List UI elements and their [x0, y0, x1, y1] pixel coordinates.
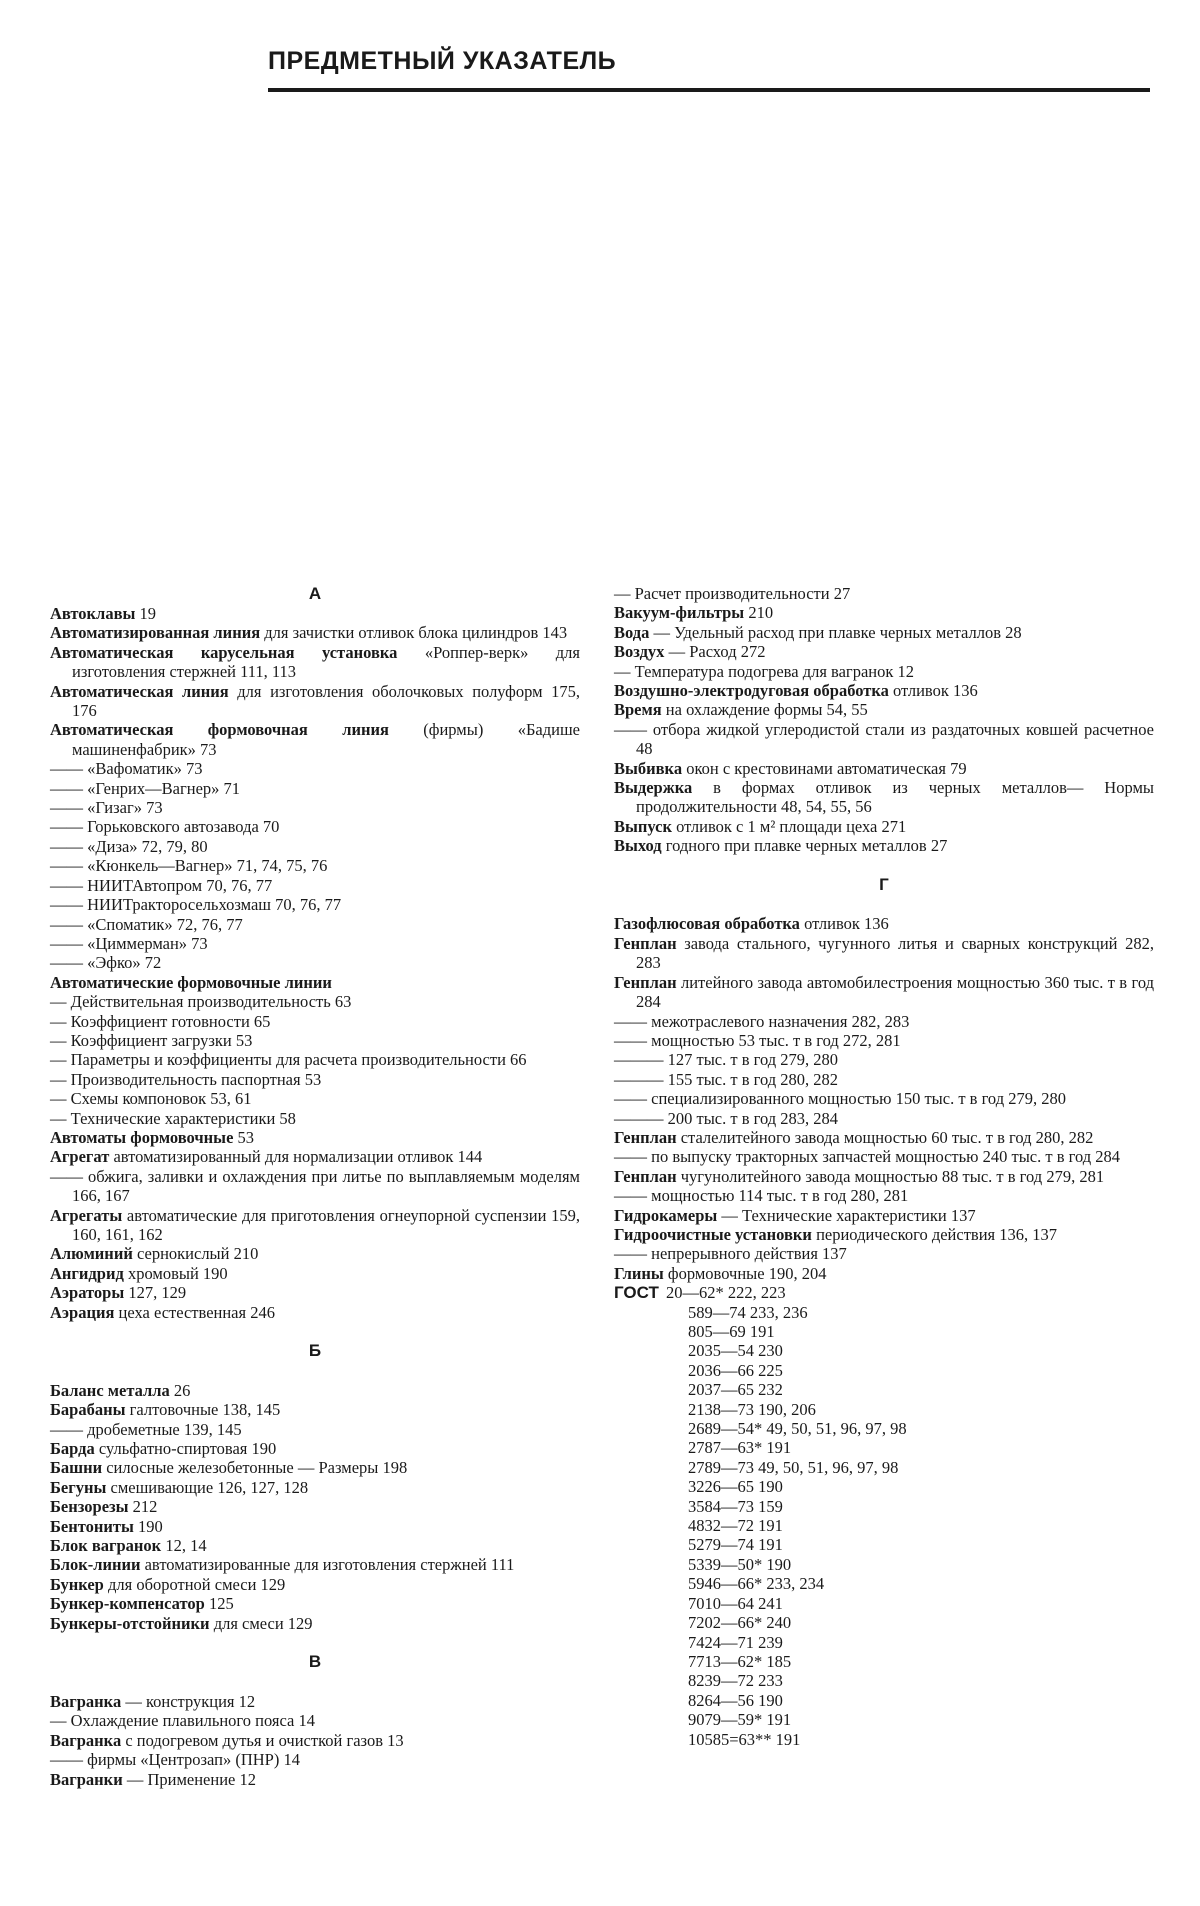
gost-number: 8264—56 190	[688, 1690, 783, 1710]
entry-heading: Бентониты	[50, 1516, 134, 1536]
section-spacer	[50, 1672, 580, 1691]
index-entry	[50, 973, 580, 992]
index-subentry: ——— 200 тыс. т в год 283, 284	[614, 1108, 839, 1128]
entry-text: в формах отливок из черных металлов— Нормы продолжительности 48, 54, 55, 56	[636, 778, 1154, 817]
entry-heading: Автоматическая формовочная линия	[50, 720, 389, 740]
gost-number: 3584—73 159	[688, 1496, 783, 1516]
index-subentry: — Действительная производительность 63	[50, 992, 352, 1012]
gost-number: 2035—54 230	[688, 1341, 783, 1361]
entry-heading: Бункер	[50, 1574, 104, 1594]
index-entry	[50, 1128, 580, 1147]
gost-number: 20—62* 222, 223	[666, 1283, 786, 1303]
entry-heading: Баланс металла	[50, 1380, 170, 1400]
entry-heading: Воздух	[614, 642, 665, 662]
entry-heading: Бункеры-отстойники	[50, 1613, 210, 1633]
entry-heading: Аэрация	[50, 1302, 115, 1322]
entry-text: отливок 136	[799, 914, 889, 934]
entry-heading: Воздушно-электродуговая обработка	[614, 681, 889, 701]
entry-heading: Генплан	[614, 972, 677, 992]
index-entry	[50, 1614, 580, 1633]
index-subentry: —— НИИТракторосельхозмаш 70, 76, 77	[50, 895, 342, 915]
entry-text: сульфатно-спиртовая 190	[94, 1439, 277, 1459]
index-entry	[50, 1303, 580, 1322]
index-subentry: —— дробеметные 139, 145	[50, 1419, 242, 1439]
index-subentry: — Коэффициент загрузки 53	[50, 1030, 253, 1050]
entry-heading: Автоматизированная линия	[50, 623, 261, 643]
index-entry	[50, 720, 580, 759]
gost-entry	[614, 1283, 1154, 1302]
entry-heading: Выбивка	[614, 758, 683, 778]
entry-text: для изготовления оболочковых полуформ 175, 176	[72, 681, 580, 721]
entry-text: 210	[744, 603, 774, 623]
entry-text: 26	[169, 1380, 191, 1400]
gost-number: 3226—65 190	[688, 1477, 783, 1497]
index-entry	[50, 1400, 580, 1419]
entry-heading: Блок-линии	[50, 1555, 141, 1575]
index-entry	[50, 1517, 580, 1536]
entry-heading: Башни	[50, 1458, 103, 1478]
entry-heading: Выпуск	[614, 816, 672, 836]
index-entry	[50, 1381, 580, 1400]
index-subentry: — Производительность паспортная 53	[50, 1069, 322, 1089]
index-entry	[614, 681, 1154, 700]
entry-text: — Применение 12	[122, 1769, 256, 1789]
entry-text: 125	[204, 1594, 234, 1614]
entry-heading: Время	[614, 700, 662, 720]
entry-text: галтовочные 138, 145	[125, 1400, 281, 1420]
index-subentry: —— Горьковского автозавода 70	[50, 817, 280, 837]
entry-text: — конструкция 12	[121, 1691, 256, 1711]
index-entry	[50, 1458, 580, 1477]
entry-text: окон с крестовинами автоматическая 79	[682, 758, 967, 778]
entry-heading: Агрегаты	[50, 1205, 123, 1225]
index-subentry: —— межотраслевого назначения 282, 283	[614, 1011, 910, 1031]
index-subentry: —— непрерывного действия 137	[614, 1244, 847, 1264]
index-entry	[614, 642, 1154, 661]
index-subentry: —— фирмы «Центрозап» (ПНР) 14	[50, 1750, 300, 1770]
entry-text: 212	[128, 1497, 158, 1517]
index-subentry: —— по выпуску тракторных запчастей мощностью 240 тыс. т в год 284	[614, 1147, 1121, 1167]
index-entry	[50, 1575, 580, 1594]
gost-number: 10585=63** 191	[688, 1729, 801, 1749]
entry-heading: Бункер-компенсатор	[50, 1594, 205, 1614]
index-subentry: —— отбора жидкой углеродистой стали из раздаточных ковшей расчетное 48	[614, 719, 1154, 759]
entry-heading: Генплан	[614, 1127, 677, 1147]
entry-text: 190	[133, 1516, 163, 1536]
entry-heading: Ангидрид	[50, 1263, 124, 1283]
entry-heading: Выход	[614, 836, 662, 856]
gost-number: 805—69 191	[688, 1322, 775, 1341]
section-spacer	[50, 1633, 580, 1652]
entry-text: — Удельный расход при плавке черных металлов 28	[649, 622, 1022, 642]
index-entry	[614, 1128, 1154, 1147]
index-entry	[614, 700, 1154, 719]
gost-number: 7424—71 239	[688, 1632, 783, 1652]
index-entry	[50, 1555, 580, 1574]
section-spacer	[614, 856, 1154, 875]
entry-text: 53	[233, 1127, 255, 1147]
index-subentry: — Технические характеристики 58	[50, 1108, 296, 1128]
entry-text: отливок с 1 м² площади цеха 271	[671, 816, 907, 836]
entry-text: отливок 136	[888, 681, 978, 701]
section-letter: В	[308, 1652, 322, 1672]
page-header	[268, 42, 1148, 80]
section-spacer	[50, 1361, 580, 1380]
gost-number: 9079—59* 191	[688, 1710, 792, 1730]
index-subentry: — Схемы компоновок 53, 61	[50, 1089, 252, 1109]
entry-heading: Барабаны	[50, 1400, 126, 1420]
index-entry	[50, 1147, 580, 1166]
entry-heading: Вакуум-фильтры	[614, 603, 745, 623]
entry-heading: Автоматические формовочные линии	[50, 972, 332, 992]
gost-number: 2037—65 232	[688, 1380, 783, 1400]
gost-label: ГОСТ	[614, 1283, 659, 1303]
entry-text: силосные железобетонные — Размеры 198	[102, 1458, 408, 1478]
index-entry	[50, 1264, 580, 1283]
entry-text: автоматизированные для изготовления стержней 111	[140, 1555, 515, 1575]
index-entry	[614, 1225, 1154, 1244]
index-entry	[614, 817, 1154, 836]
section-letter: Б	[308, 1341, 322, 1361]
entry-text: автоматические для приготовления огнеупорной суспензии 159, 160, 161, 162	[72, 1205, 580, 1244]
entry-text: хромовый 190	[123, 1263, 228, 1283]
entry-text: формовочные 190, 204	[663, 1263, 827, 1283]
index-entry	[50, 1244, 580, 1263]
index-subentry: —— «Генрих—Вагнер» 71	[50, 778, 241, 798]
entry-heading: Бензорезы	[50, 1497, 129, 1517]
entry-text: на охлаждение формы 54, 55	[661, 700, 868, 720]
entry-heading: Вагранка	[50, 1691, 122, 1711]
gost-number: 5946—66* 233, 234	[688, 1574, 825, 1594]
entry-text: для смеси 129	[209, 1613, 313, 1633]
index-entry	[614, 759, 1154, 778]
index-entry	[614, 973, 1154, 1012]
index-entry	[50, 1283, 580, 1302]
index-entry	[50, 1692, 580, 1711]
index-entry	[614, 623, 1154, 642]
gost-number: 2036—66 225	[688, 1360, 783, 1380]
entry-text: литейного завода автомобилестроения мощностью 360 тыс. т в год 284	[636, 972, 1154, 1012]
gost-number: 589—74 233, 236	[688, 1302, 808, 1322]
entry-heading: Генплан	[614, 933, 677, 953]
entry-heading: Автоматы формовочные	[50, 1127, 234, 1147]
entry-heading: Выдержка	[614, 778, 693, 798]
entry-heading: Аэраторы	[50, 1283, 125, 1303]
entry-heading: Автоматическая карусельная установка	[50, 642, 398, 662]
entry-text: сталелитейного завода мощностью 60 тыс. т в год 280, 282	[676, 1127, 1094, 1147]
index-subentry: — Расчет производительности 27	[614, 584, 851, 603]
index-entry	[50, 682, 580, 721]
entry-heading: Вагранка	[50, 1730, 122, 1750]
entry-text: периодического действия 136, 137	[811, 1224, 1057, 1244]
entry-text: годного при плавке черных металлов 27	[661, 836, 948, 856]
gost-number: 8239—72 233	[688, 1671, 783, 1691]
index-entry	[614, 603, 1154, 622]
index-subentry: ——— 155 тыс. т в год 280, 282	[614, 1069, 839, 1089]
index-subentry: — Параметры и коэффициенты для расчета производительности 66	[50, 1050, 527, 1070]
entry-heading: Автоклавы	[50, 604, 136, 623]
index-entry	[614, 934, 1154, 973]
gost-number: 7202—66* 240	[688, 1613, 792, 1633]
index-subentry: —— «Диза» 72, 79, 80	[50, 836, 208, 856]
index-subentry: —— «Кюнкель—Вагнер» 71, 74, 75, 76	[50, 856, 328, 876]
index-entry	[50, 1770, 580, 1789]
entry-heading: Гидрокамеры	[614, 1205, 718, 1225]
entry-heading: Блок вагранок	[50, 1536, 162, 1556]
gost-number: 2689—54* 49, 50, 51, 96, 97, 98	[688, 1419, 907, 1439]
entry-text: (фирмы) «Бадише машиненфабрик» 73	[72, 720, 580, 759]
entry-text: смешивающие 126, 127, 128	[106, 1477, 309, 1497]
index-entry	[614, 914, 1154, 933]
gost-number: 5339—50* 190	[688, 1554, 792, 1574]
header-rule	[268, 88, 1150, 92]
section-spacer	[50, 1322, 580, 1341]
index-entry	[50, 604, 580, 623]
gost-number: 5279—74 191	[688, 1535, 783, 1555]
entry-heading: Алюминий	[50, 1244, 133, 1264]
entry-text: 127, 129	[124, 1283, 187, 1303]
gost-number: 4832—72 191	[688, 1516, 783, 1536]
left-column	[50, 584, 580, 1789]
index-entry	[50, 1536, 580, 1555]
entry-text: цеха естественная 246	[114, 1302, 275, 1322]
index-entry	[50, 643, 580, 682]
entry-text: «Роппер-верк» для изготовления стержней 111, 113	[72, 642, 580, 682]
entry-text: для зачистки отливок блока цилиндров 143	[260, 623, 568, 643]
entry-heading: Агрегат	[50, 1147, 110, 1167]
entry-heading: Вагранки	[50, 1769, 123, 1789]
index-entry	[50, 1206, 580, 1245]
index-subentry: —— «Циммерман» 73	[50, 933, 208, 953]
index-subentry: —— обжига, заливки и охлаждения при литье по выплавляемым моделям 166, 167	[50, 1166, 580, 1206]
index-entry	[50, 1731, 580, 1750]
right-column	[614, 584, 1154, 1749]
index-entry	[50, 1497, 580, 1516]
entry-text: для оборотной смеси 129	[103, 1574, 286, 1594]
index-subentry: — Коэффициент готовности 65	[50, 1011, 271, 1031]
section-spacer	[614, 895, 1154, 914]
index-entry	[614, 1264, 1154, 1283]
entry-heading: Гидроочистные установки	[614, 1224, 812, 1244]
index-subentry: ——— 127 тыс. т в год 279, 280	[614, 1050, 839, 1070]
index-entry	[50, 1478, 580, 1497]
entry-text: чугунолитейного завода мощностью 88 тыс. т в год 279, 281	[676, 1166, 1105, 1186]
gost-number: 7010—64 241	[688, 1593, 783, 1613]
entry-heading: Барда	[50, 1439, 95, 1459]
gost-number: 2789—73 49, 50, 51, 96, 97, 98	[688, 1457, 899, 1477]
index-subentry: — Охлаждение плавильного пояса 14	[50, 1711, 315, 1731]
index-subentry: —— «Вафоматик» 73	[50, 759, 203, 779]
index-entry	[50, 623, 580, 642]
gost-number: 2138—73 190, 206	[688, 1399, 816, 1419]
index-entry	[50, 1439, 580, 1458]
index-entry	[614, 1206, 1154, 1225]
index-subentry: —— «Споматик» 72, 76, 77	[50, 914, 243, 934]
index-subentry: — Температура подогрева для вагранок 12	[614, 661, 914, 681]
entry-heading: Глины	[614, 1263, 664, 1283]
entry-text: — Расход 272	[664, 642, 766, 662]
entry-text: с подогревом дутья и очисткой газов 13	[121, 1730, 404, 1750]
index-entry	[614, 836, 1154, 855]
page-title: ПРЕДМЕТНЫЙ УКАЗАТЕЛЬ	[268, 47, 617, 75]
entry-text: 19	[135, 604, 156, 623]
gost-number: 2787—63* 191	[688, 1438, 792, 1458]
entry-text: 12, 14	[161, 1536, 207, 1556]
index-entry	[614, 1167, 1154, 1186]
entry-text: сернокислый 210	[132, 1244, 259, 1264]
index-subentry: —— мощностью 114 тыс. т в год 280, 281	[614, 1186, 909, 1206]
gost-number: 7713—62* 185	[688, 1651, 792, 1671]
entry-heading: Вода	[614, 622, 650, 642]
index-subentry: —— специализированного мощностью 150 тыс. т в год 279, 280	[614, 1089, 1066, 1109]
index-entry	[50, 1594, 580, 1613]
entry-text: автоматизированный для нормализации отливок 144	[109, 1147, 483, 1167]
section-letter: Г	[879, 875, 889, 895]
entry-heading: Автоматическая линия	[50, 681, 229, 701]
section-letter: А	[308, 584, 322, 603]
index-subentry: —— «Гизаг» 73	[50, 798, 163, 818]
entry-heading: Бегуны	[50, 1477, 107, 1497]
index-subentry: —— мощностью 53 тыс. т в год 272, 281	[614, 1030, 901, 1050]
entry-heading: Генплан	[614, 1166, 677, 1186]
entry-text: — Технические характеристики 137	[717, 1205, 976, 1225]
entry-text: завода стального, чугунного литья и сварных конструкций 282, 283	[636, 933, 1154, 973]
entry-heading: Газофлюсовая обработка	[614, 914, 800, 934]
index-subentry: —— НИИТАвтопром 70, 76, 77	[50, 875, 273, 895]
index-entry	[614, 778, 1154, 817]
index-subentry: —— «Эфко» 72	[50, 953, 162, 973]
